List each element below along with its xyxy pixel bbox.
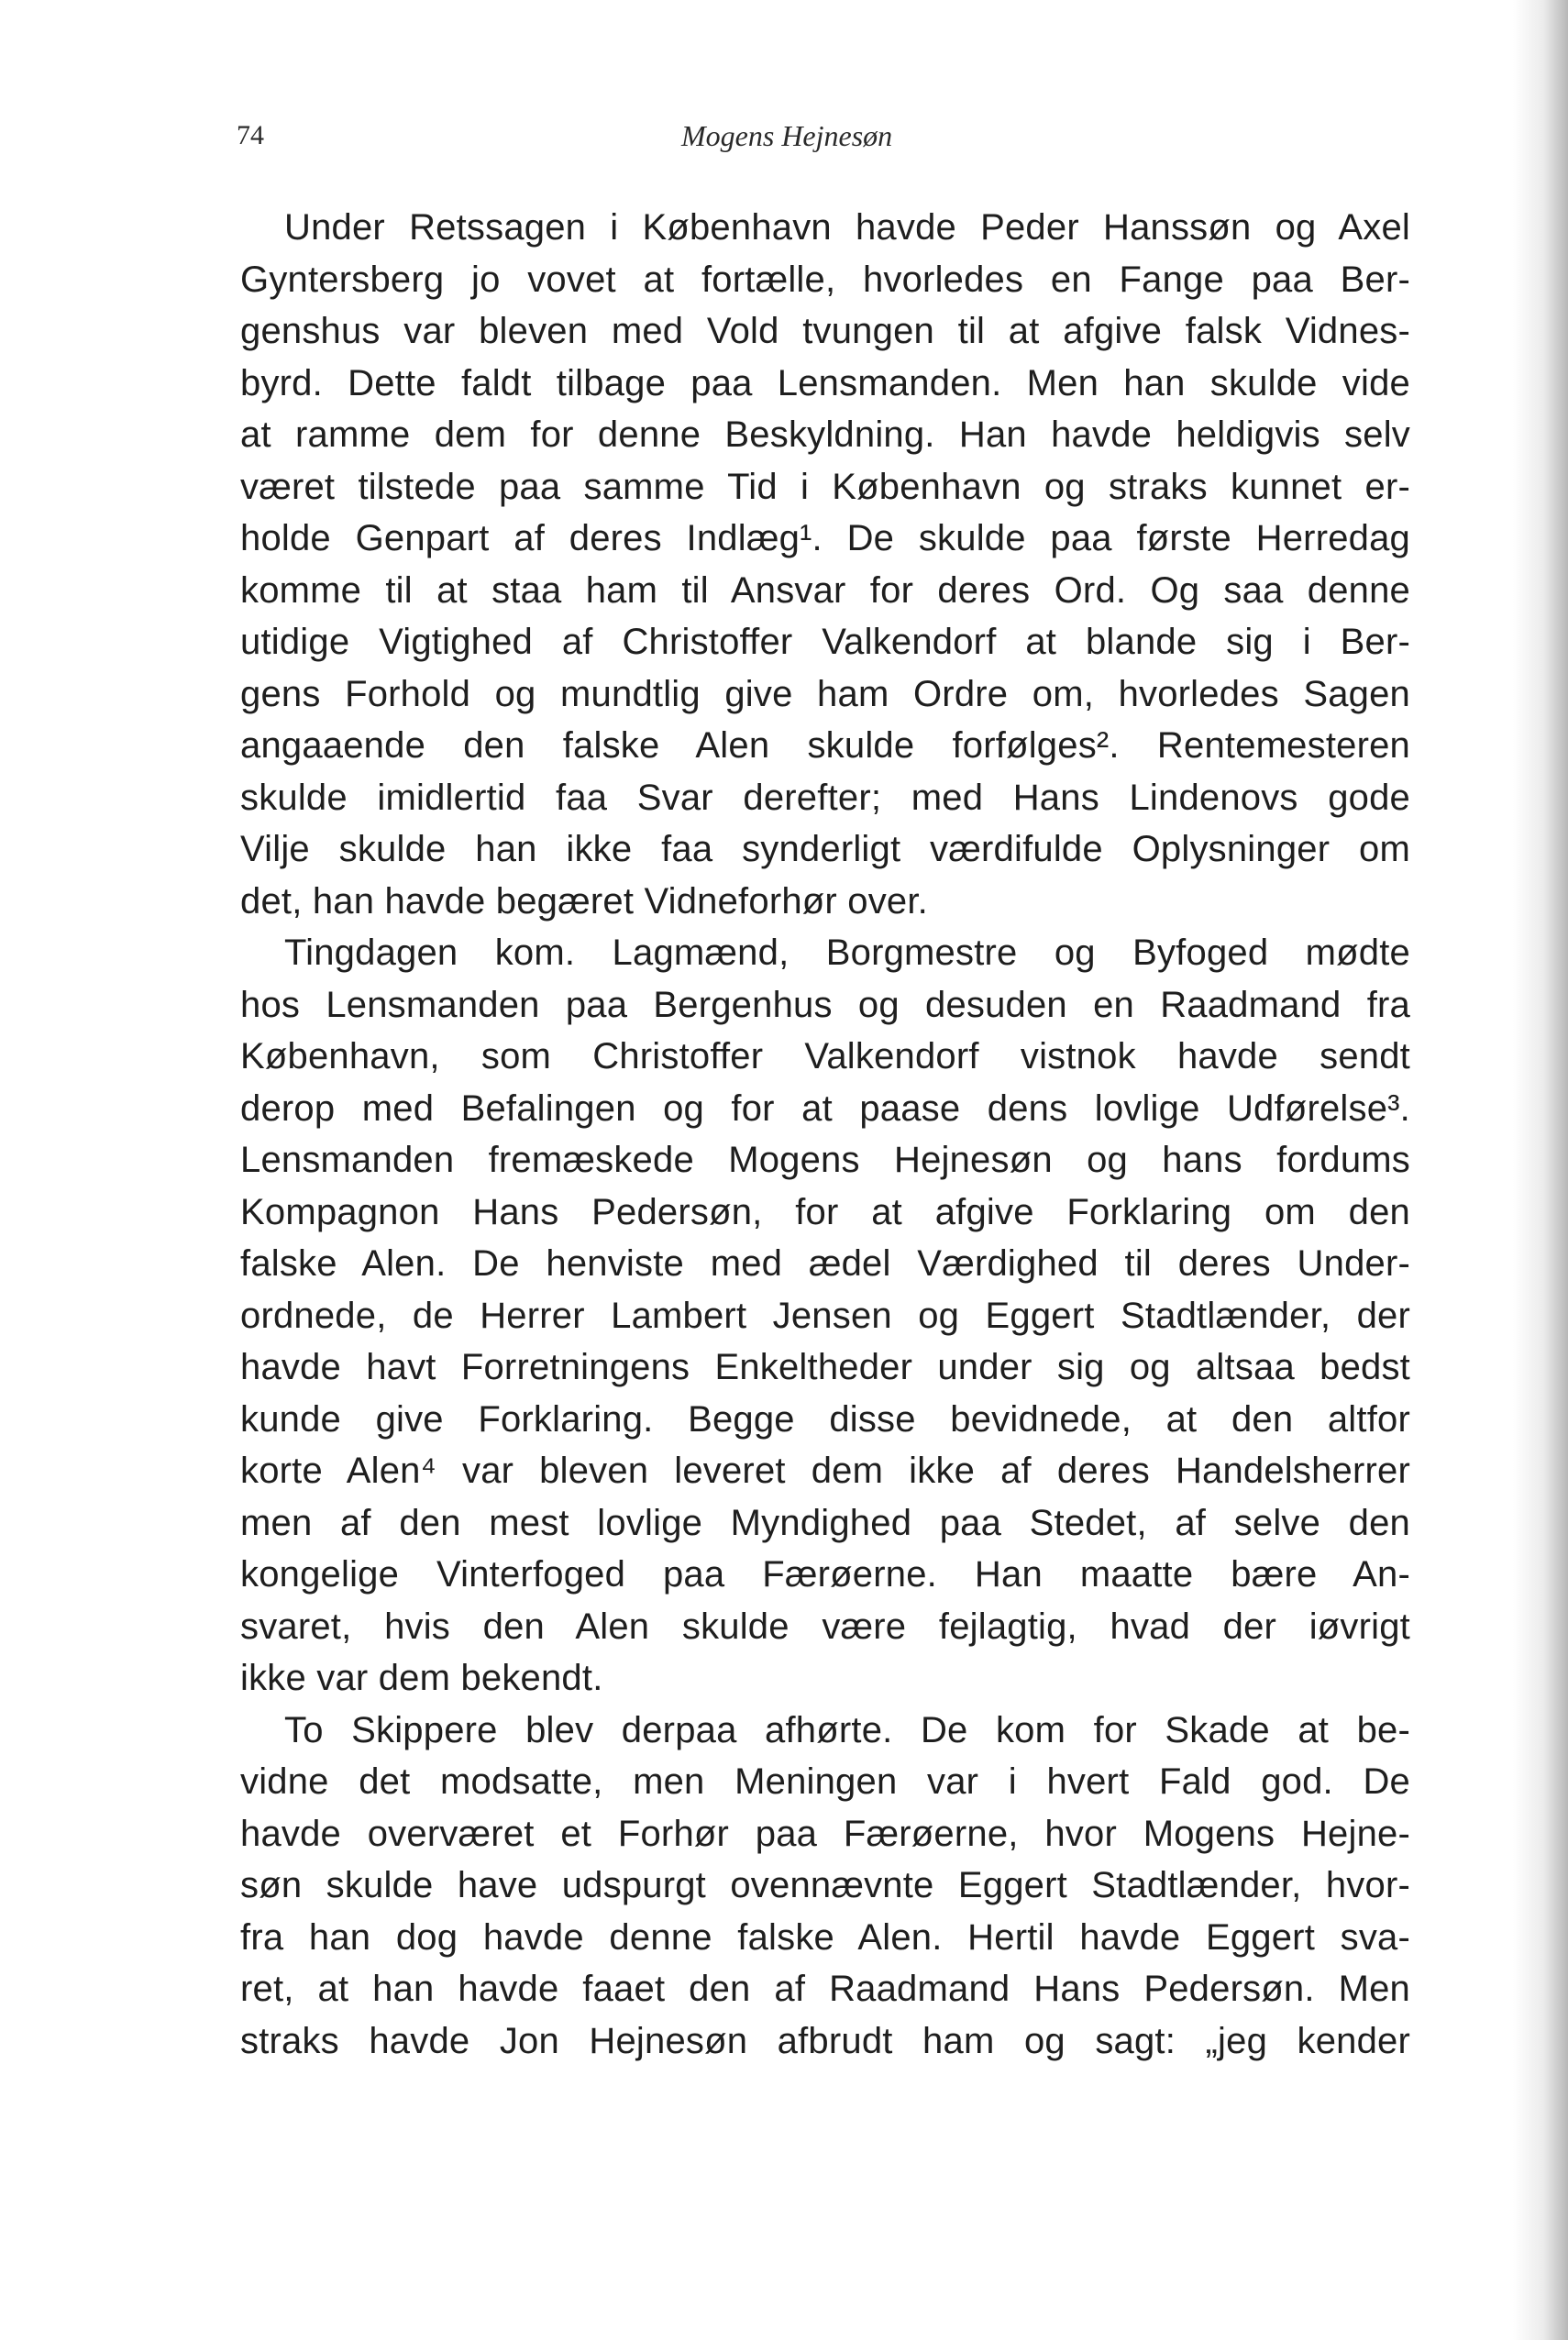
text-line: vidne det modsatte, men Meningen var i hvert Fald god. De bbox=[240, 1761, 1410, 1802]
text-line: byrd. Dette faldt tilbage paa Lensmanden. Men han skulde vide bbox=[240, 362, 1410, 403]
text-line: havde overværet et Forhør paa Færøerne, hvor Mogens Hejne- bbox=[240, 1813, 1410, 1854]
text-line: hos Lensmanden paa Bergenhus og desuden en Raadmand fra bbox=[240, 984, 1410, 1025]
body-text bbox=[240, 202, 1410, 2067]
text-line: København, som Christoffer Valkendorf vistnok havde sendt bbox=[240, 1036, 1410, 1076]
text-line: skulde imidlertid faa Svar derefter; med Hans Lindenovs gode bbox=[240, 777, 1410, 818]
text-line: Tingdagen kom. Lagmænd, Borgmestre og Byfoged mødte bbox=[284, 933, 1410, 973]
text-line: ret, at han havde faaet den af Raadmand Hans Pedersøn. Men bbox=[240, 1969, 1410, 2009]
running-title: Mogens Hejnesøn bbox=[681, 119, 893, 152]
text-line: falske Alen. De henviste med ædel Værdighed til deres Under- bbox=[240, 1243, 1410, 1284]
text-line: Lensmanden fremæskede Mogens Hejnesøn og hans fordums bbox=[240, 1140, 1410, 1180]
text-line: kongelige Vinterfoged paa Færøerne. Han maatte bære An- bbox=[240, 1554, 1410, 1595]
text-line: angaaende den falske Alen skulde forfølges². Rentemesteren bbox=[240, 725, 1410, 766]
text-line: at ramme dem for denne Beskyldning. Han havde heldigvis selv bbox=[240, 414, 1410, 455]
text-line: men af den mest lovlige Myndighed paa Stedet, af selve den bbox=[240, 1502, 1410, 1543]
text-line: Gyntersberg jo vovet at fortælle, hvorledes en Fange paa Ber- bbox=[240, 259, 1410, 300]
text-line: Kompagnon Hans Pedersøn, for at afgive Forklaring om den bbox=[240, 1191, 1410, 1232]
text-line: straks havde Jon Hejnesøn afbrudt ham og sagt: „jeg kender bbox=[240, 2020, 1410, 2061]
text-line: komme til at staa ham til Ansvar for deres Ord. Og saa denne bbox=[240, 569, 1410, 611]
text-line: Vilje skulde han ikke faa synderligt værdifulde Oplysninger om bbox=[240, 829, 1410, 869]
text-line: Under Retssagen i København havde Peder Hanssøn og Axel bbox=[284, 207, 1410, 248]
text-line: svaret, hvis den Alen skulde være fejlagtig, hvad der iøvrigt bbox=[240, 1606, 1410, 1647]
text-line: kunde give Forklaring. Begge disse bevidnede, at den altfor bbox=[240, 1398, 1410, 1440]
text-line: havde havt Forretningens Enkeltheder under sig og altsaa bedst bbox=[240, 1347, 1410, 1387]
text-line: To Skippere blev derpaa afhørte. De kom for Skade at be- bbox=[284, 1709, 1410, 1750]
page-number: 74 bbox=[237, 120, 264, 150]
text-line: været tilstede paa samme Tid i København og straks kunnet er- bbox=[240, 466, 1410, 507]
text-line: holde Genpart af deres Indlæg¹. De skulde paa første Herredag bbox=[240, 518, 1410, 558]
text-line: det, han havde begæret Vidneforhør over. bbox=[240, 880, 928, 922]
text-line: korte Alen⁴ var bleven leveret dem ikke af deres Handelsherrer bbox=[240, 1451, 1410, 1491]
text-line: gens Forhold og mundtlig give ham Ordre om, hvorledes Sagen bbox=[240, 673, 1410, 714]
text-line: utidige Vigtighed af Christoffer Valkendorf at blande sig i Ber- bbox=[240, 622, 1410, 662]
page-edge-shadow bbox=[1513, 0, 1568, 2340]
text-line: ordnede, de Herrer Lambert Jensen og Eggert Stadtlænder, der bbox=[240, 1295, 1410, 1336]
text-line: fra han dog havde denne falske Alen. Hertil havde Eggert sva- bbox=[240, 1916, 1410, 1958]
text-line: ikke var dem bekendt. bbox=[240, 1658, 603, 1698]
text-line: derop med Befalingen og for at paase dens lovlige Udførelse³. bbox=[240, 1087, 1410, 1129]
running-header bbox=[237, 117, 1410, 154]
text-line: genshus var bleven med Vold tvungen til at afgive falsk Vidnes- bbox=[240, 311, 1410, 351]
text-line: søn skulde have udspurgt ovennævnte Eggert Stadtlænder, hvor- bbox=[240, 1865, 1410, 1905]
